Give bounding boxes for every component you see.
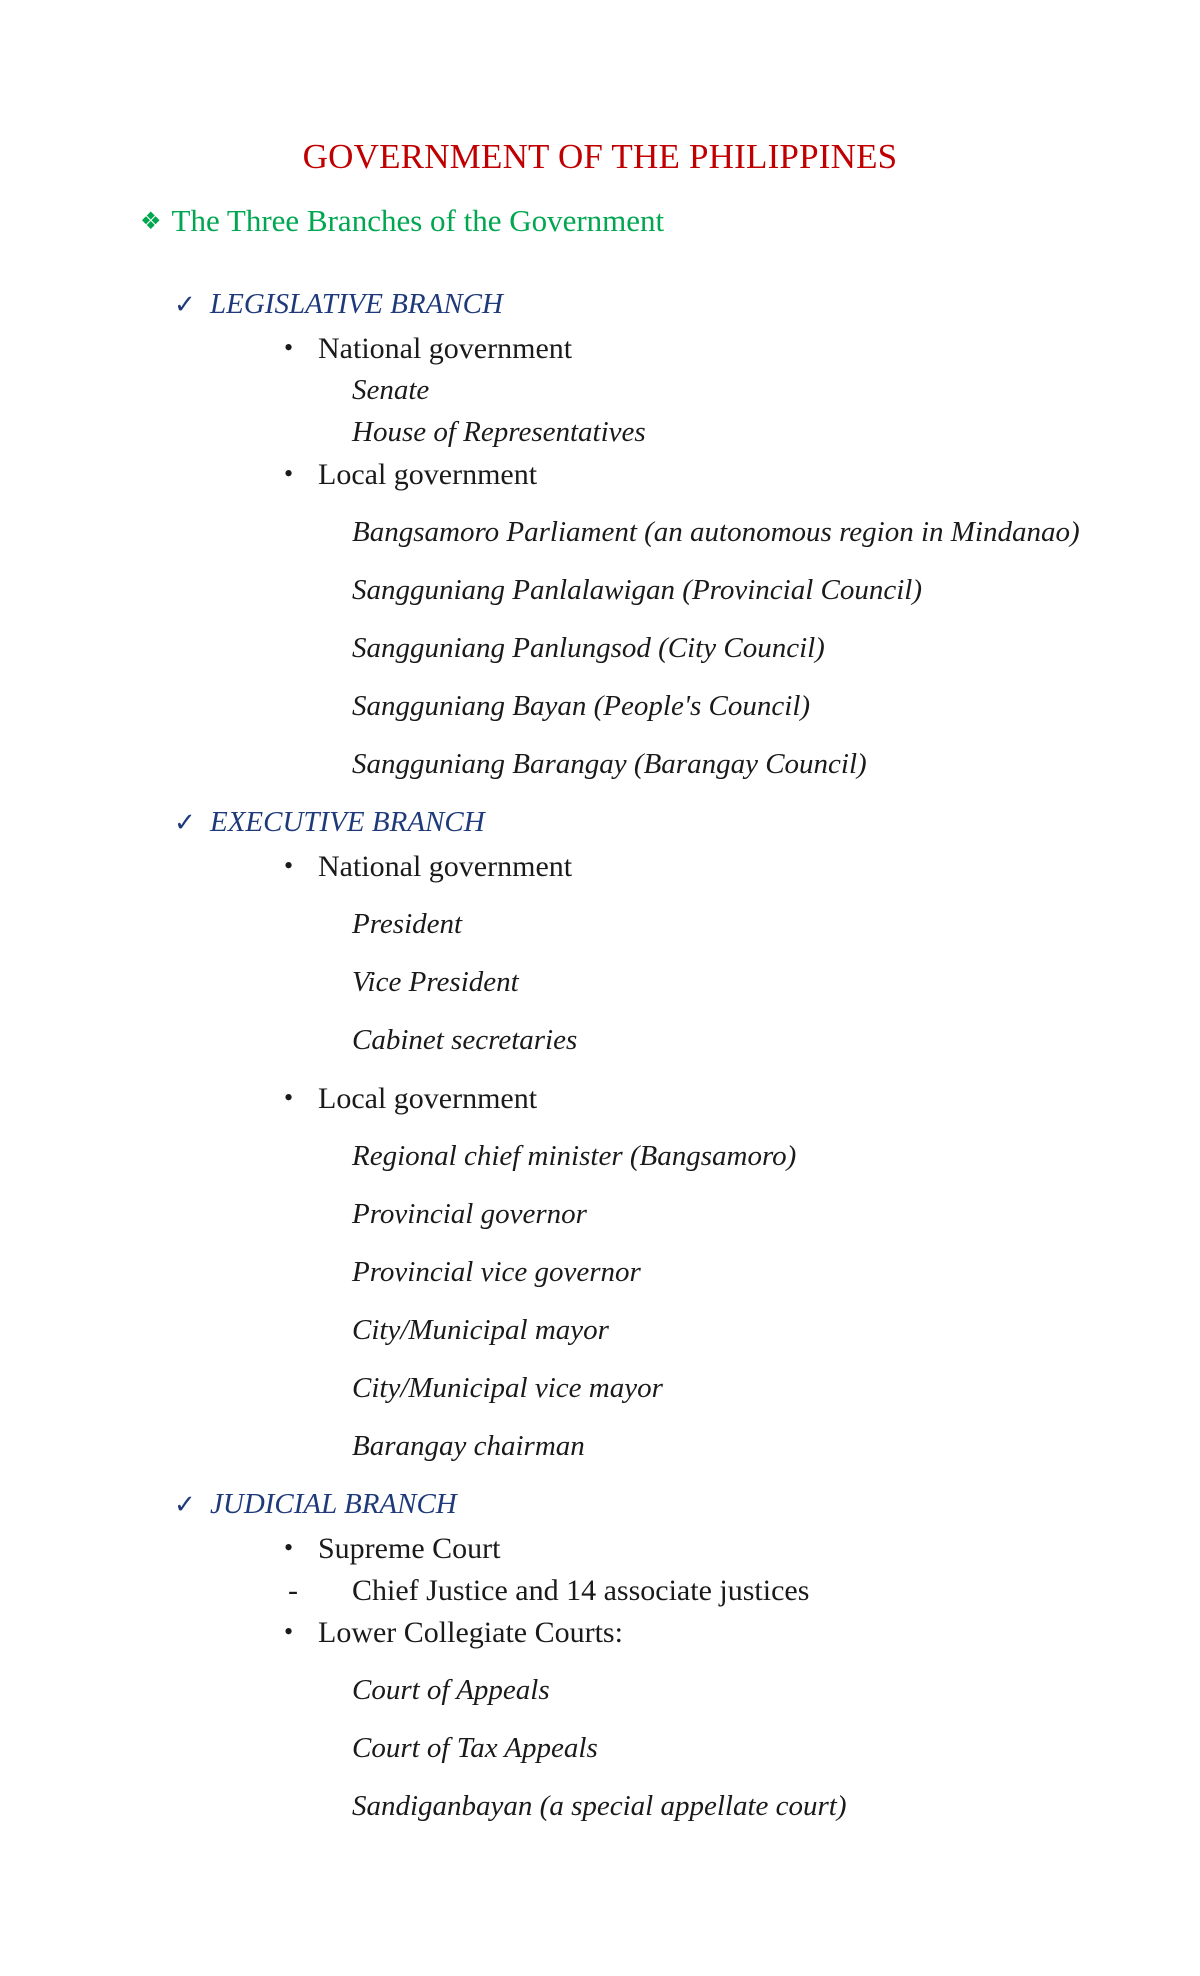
- list-item: Sangguniang Barangay (Barangay Council): [352, 748, 867, 780]
- page-title: GOVERNMENT OF THE PHILIPPINES: [302, 137, 898, 176]
- list-item: President: [352, 908, 463, 940]
- list-item: Senate: [352, 374, 430, 406]
- list-item-lower-courts: [284, 1616, 623, 1650]
- level-label: Local government: [318, 1082, 538, 1115]
- detail-text: Chief Justice and 14 associate justices: [352, 1574, 810, 1607]
- list-item: Court of Appeals: [352, 1674, 550, 1706]
- section-heading-text: The Three Branches of the Government: [171, 203, 665, 238]
- bullet-icon: •: [284, 1533, 294, 1562]
- list-item-supreme-court: [284, 1532, 500, 1566]
- bullet-icon: •: [284, 851, 294, 880]
- level-label: Local government: [318, 458, 538, 491]
- list-item: Sandiganbayan (a special appellate court): [352, 1790, 847, 1822]
- list-item: Bangsamoro Parliament (an autonomous region in Mindanao): [352, 516, 1080, 548]
- list-item: Sangguniang Panlungsod (City Council): [352, 632, 825, 664]
- level-label: Lower Collegiate Courts:: [318, 1616, 623, 1649]
- bullet-icon: •: [284, 459, 294, 488]
- list-item: Vice President: [352, 966, 519, 998]
- branch-label: JUDICIAL BRANCH: [210, 1488, 457, 1520]
- checkmark-icon: ✓: [174, 290, 196, 319]
- branch-heading-executive: [174, 806, 485, 839]
- list-item: City/Municipal vice mayor: [352, 1372, 663, 1404]
- bullet-icon: •: [284, 1617, 294, 1646]
- list-item: Provincial vice governor: [352, 1256, 641, 1288]
- list-item: House of Representatives: [352, 416, 646, 448]
- checkmark-icon: ✓: [174, 808, 196, 837]
- dash-bullet-icon: -: [288, 1574, 298, 1607]
- branch-label: LEGISLATIVE BRANCH: [210, 288, 503, 320]
- list-item: Sangguniang Panlalawigan (Provincial Council): [352, 574, 923, 606]
- list-item: Cabinet secretaries: [352, 1024, 578, 1056]
- list-item-national: [284, 332, 572, 366]
- list-item-local: [284, 458, 537, 492]
- section-heading: [140, 203, 664, 239]
- list-item: Provincial governor: [352, 1198, 587, 1230]
- list-item-local: [284, 1082, 537, 1116]
- branch-heading-judicial: [174, 1488, 457, 1521]
- supreme-court-detail: [288, 1574, 809, 1608]
- checkmark-icon: ✓: [174, 1490, 196, 1519]
- list-item: Barangay chairman: [352, 1430, 585, 1462]
- branch-heading-legislative: [174, 288, 503, 321]
- list-item: Court of Tax Appeals: [352, 1732, 598, 1764]
- level-label: National government: [318, 332, 573, 365]
- bullet-icon: •: [284, 1083, 294, 1112]
- list-item: Regional chief minister (Bangsamoro): [352, 1140, 797, 1172]
- list-item: Sangguniang Bayan (People's Council): [352, 690, 811, 722]
- list-item-national: [284, 850, 572, 884]
- branch-label: EXECUTIVE BRANCH: [210, 806, 485, 838]
- bullet-icon: •: [284, 333, 294, 362]
- level-label: National government: [318, 850, 573, 883]
- level-label: Supreme Court: [318, 1532, 501, 1565]
- diamond-bullet-icon: ❖: [140, 209, 162, 235]
- list-item: City/Municipal mayor: [352, 1314, 609, 1346]
